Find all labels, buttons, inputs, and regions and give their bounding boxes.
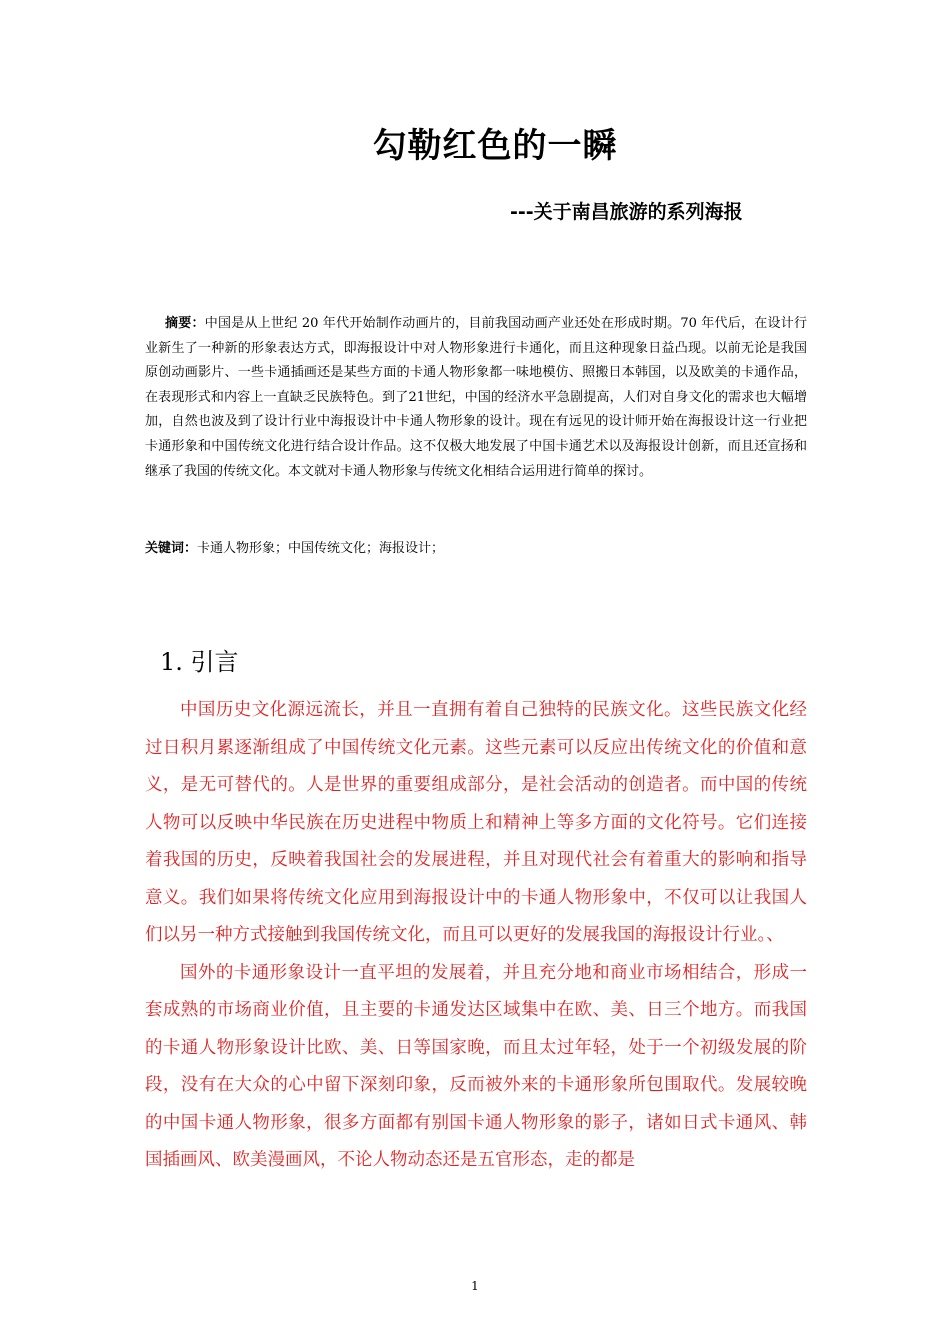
document-title: 勾勒红色的一瞬 [372,126,618,166]
abstract [145,312,807,484]
section-body [145,692,807,1180]
keywords [145,537,807,561]
body-paragraph: 国外的卡通形象设计一直平坦的发展着，并且充分地和商业市场相结合，形成一套成熟的市场商业价值，且主要的卡通发达区域集中在欧、美、日三个地方。而我国的卡通人物形象设计比欧、美、日等国家晚，而且太过年轻，处于一个初级发展的阶段，没有在大众的心中留下深刻印象，反而被外来的卡通形象所包围取代。发展较晚的中国卡通人物形象，很多方面都有别国卡通人物形象的影子，诸如日式卡通风、韩国插画风、欧美漫画风，不论人物动态还是五官形态，走的都是 [145,962,807,1170]
body-paragraph: 中国历史文化源远流长，并且一直拥有着自己独特的民族文化。这些民族文化经过日积月累逐渐组成了中国传统文化元素。这些元素可以反应出传统文化的价值和意义，是无可替代的。人是世界的重要组成部分，是社会活动的创造者。而中国的传统人物可以反映中华民族在历史进程中物质上和精神上等多方面的文化符号。它们连接着我国的历史，反映着我国社会的发展进程，并且对现代社会有着重大的影响和指导意义。我们如果将传统文化应用到海报设计中的卡通人物形象中，不仅可以让我国人们以另一种方式接触到我国传统文化，而且可以更好的发展我国的海报设计行业。、 [145,700,807,945]
keywords-text: 卡通人物形象；中国传统文化；海报设计； [197,541,445,556]
page-number: 1 [471,1279,479,1293]
abstract-label: 摘要： [165,316,205,331]
keywords-label: 关键词： [145,541,198,556]
section-heading: 1. 引言 [160,648,239,676]
abstract-text: 中国是从上世纪 20 年代开始制作动画片的，目前我国动画产业还处在形成时期。70 年代后，在设计行业新生了一种新的形象表达方式，即海报设计中对人物形象进行卡通化，而且这种现象日益凸现。以前无论是我国原创动画影片、一些卡通插画还是某些方面的卡通人物形象都一味地模仿、照搬日本韩国，以及欧美的卡通作品，在表现形式和内容上一直缺乏民族特色。到了21世纪，中国的经济水平急剧提高，人们对自身文化的需求也大幅增加，自然也波及到了设计行业中海报设计中卡通人物形象的设计。现在有远见的设计师开始在海报设计这一行业把卡通形象和中国传统文化进行结合设计作品。这不仅极大地发展了中国卡通艺术以及海报设计创新，而且还宣扬和继承了我国的传统文化。本文就对卡通人物形象与传统文化相结合运用进行简单的探讨。 [145,316,807,479]
document-subtitle: ---关于南昌旅游的系列海报 [510,201,743,223]
